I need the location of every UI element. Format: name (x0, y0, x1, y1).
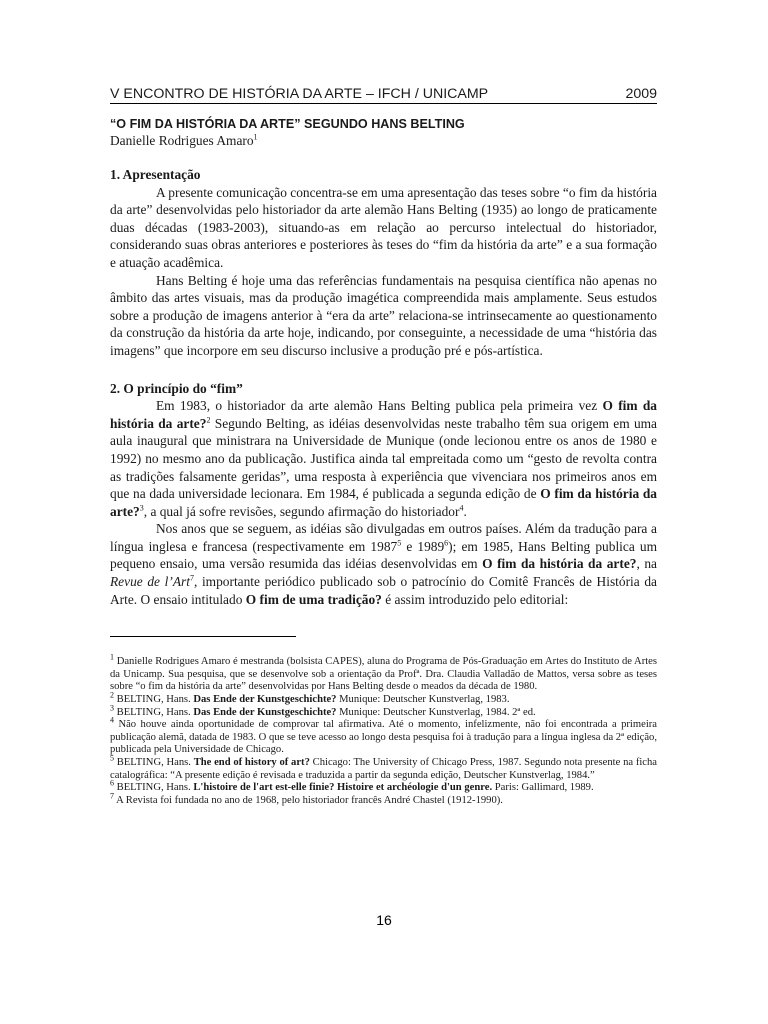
text-run: Nos anos que se seguem, as idéias são divulgadas em outros países. Além da tradução para a língua inglesa e francesa (respectivamente em 1987 (110, 521, 657, 554)
document-page (110, 86, 657, 807)
author-line (110, 132, 657, 149)
footnote-number: 7 (110, 791, 114, 801)
footnote-text: Munique: Deutscher Kunstverlag, 1983. (336, 694, 510, 706)
header-year: 2009 (625, 86, 657, 102)
book-title: The end of history of art? (193, 757, 310, 768)
footnote-ref[interactable]: 3 (139, 503, 144, 513)
footnote-number: 1 (110, 652, 114, 662)
text-run: , importante periódico publicado sob o patrocínio do Comitê Francês de História da Arte. O ensaio intitulado (110, 574, 657, 607)
paragraph (110, 397, 657, 520)
article-title: “O FIM DA HISTÓRIA DA ARTE” SEGUNDO HANS BELTING (110, 117, 465, 131)
text-run: e 1989 (401, 538, 445, 554)
book-title: O fim da história da arte? (110, 398, 657, 431)
book-title: Das Ende der Kunstgeschichte? (193, 694, 337, 706)
footnote (110, 791, 657, 808)
footnote-ref[interactable]: 4 (459, 503, 464, 513)
footnote (110, 690, 657, 707)
footnote (110, 715, 657, 757)
text-run: é assim introduzido pelo editorial: (381, 591, 569, 607)
footnotes (110, 652, 657, 807)
footnote-text: BELTING, Hans. (114, 706, 194, 718)
essay-title: O fim de uma tradição? (245, 591, 382, 607)
footnote-ref[interactable]: 5 (397, 538, 402, 548)
footnote-ref[interactable]: 1 (253, 132, 258, 142)
running-header (110, 86, 657, 104)
footnote-text: Munique: Deutscher Kunstverlag, 1984. 2ª ed. (336, 706, 536, 718)
footnote-ref[interactable]: 7 (189, 573, 194, 583)
footnote-number: 6 (110, 778, 114, 788)
footnote-ref[interactable]: 2 (206, 415, 211, 425)
footnote-text: Chicago: The University of Chicago Press, 1987. Segundo nota presente na ficha catalográfica: “A presente edição é revisada e traduzida a partir da segunda edição, Deutscher Kunstverlag, 1984.” (110, 757, 657, 781)
text-run: , na (636, 556, 657, 572)
footnote-text: BELTING, Hans. (114, 694, 194, 706)
text-run: ); em 1985, Hans Belting publica um pequeno ensaio, uma versão resumida das idéias desenvolvidas em (110, 538, 657, 572)
header-event-title: V ENCONTRO DE HISTÓRIA DA ARTE – IFCH / UNICAMP (110, 86, 489, 102)
journal-title: Revue de l’Art (110, 574, 190, 590)
book-title: L'histoire de l'art est-elle finie? Histoire et archéologie d'un genre. (193, 782, 493, 794)
footnote-text: BELTING, Hans. (114, 757, 194, 768)
text-run: , a qual já sofre revisões, segundo afirmação do historiador (143, 503, 460, 519)
paragraph: A presente comunicação concentra-se em uma apresentação das teses sobre “o fim da história da arte” desenvolvidas pelo historiador da arte alemão Hans Belting (1935) ao longo de praticamente duas décadas (1983-2003), situando-as em relação ao percurso intelectual do historiador, considerando suas obras anteriores e posteriores às teses do “fim da história da arte” e a sua formação e atuação acadêmica. (110, 184, 657, 270)
section-heading-principio: 2. O princípio do “fim” (110, 380, 243, 396)
footnote-separator (110, 636, 296, 637)
footnote-text: Não houve ainda oportunidade de comprovar tal afirmativa. Até o momento, infelizmente, não foi encontrada a primeira publicação alemã, datada de 1983. O que se teve acesso ao longo desta pesquisa foi à tradução para a língua inglesa da 2ª edição, publicada pela Universidade de Chicago. (110, 719, 657, 756)
paragraph (110, 520, 657, 608)
footnote-number: 4 (110, 715, 114, 725)
author-name: Danielle Rodrigues Amaro (110, 133, 254, 148)
footnote (110, 753, 657, 782)
footnote-ref[interactable]: 6 (444, 538, 449, 548)
book-title: O fim da história da arte? (482, 556, 637, 572)
footnote-text: BELTING, Hans. (114, 782, 194, 794)
footnote (110, 778, 657, 795)
footnote-number: 2 (110, 690, 114, 700)
footnote (110, 652, 657, 694)
footnote-number: 5 (110, 753, 114, 763)
footnote-number: 3 (110, 703, 114, 713)
text-run: Segundo Belting, as idéias desenvolvidas neste trabalho têm sua origem em uma aula inaugural que ministrara na Universidade de Munique (onde lecionou entre os anos de 1980 e 1992) no mesmo ano da publicação. Justifica ainda tal empreitada como um “gesto de revolta contra as tradições falsamente geridas”, uma resposta à experiência que vivenciara nos primeiros anos em que na dada universidade lecionara. Em 1984, é publicada a segunda edição de (110, 415, 658, 502)
footnote-text: A Revista foi fundada no ano de 1968, pelo historiador francês André Chastel (1912-1990). (114, 794, 503, 806)
section-heading-apresentacao: 1. Apresentação (110, 167, 201, 182)
page-number: 16 (376, 912, 392, 928)
text-run: Em 1983, o historiador da arte alemão Hans Belting publica pela primeira vez (156, 398, 603, 414)
book-title: Das Ende der Kunstgeschichte? (193, 706, 337, 718)
footnote-text: Paris: Gallimard, 1989. (492, 782, 594, 794)
paragraph: Hans Belting é hoje uma das referências fundamentais na pesquisa científica não apenas no âmbito das artes visuais, mas da produção imagética compreendida mais amplamente. Seus estudos sobre a produção de imagens anterior à “era da arte” relaciona-se intrinsecamente ao questionamento da construção da história da arte hoje, indicando, por conseguinte, a necessidade de uma “história das imagens” que incorpore em seu discurso inclusive a produção pré e pós-artística. (110, 272, 657, 358)
book-title: O fim da história da arte? (110, 486, 657, 519)
footnote (110, 703, 657, 720)
footnote-text: Danielle Rodrigues Amaro é mestranda (bolsista CAPES), aluna do Programa de Pós-Graduação em Artes do Instituto de Artes da Unicamp. Sua pesquisa, que se desenvolve sob a orientação da Profª. Dra. Claudia Valladão de Mattos, versa sobre as teses sobre “o fim da história da arte” desenvolvidas por Hans Belting desde o meados da década de 1980. (110, 656, 657, 693)
text-run: . (463, 503, 467, 519)
